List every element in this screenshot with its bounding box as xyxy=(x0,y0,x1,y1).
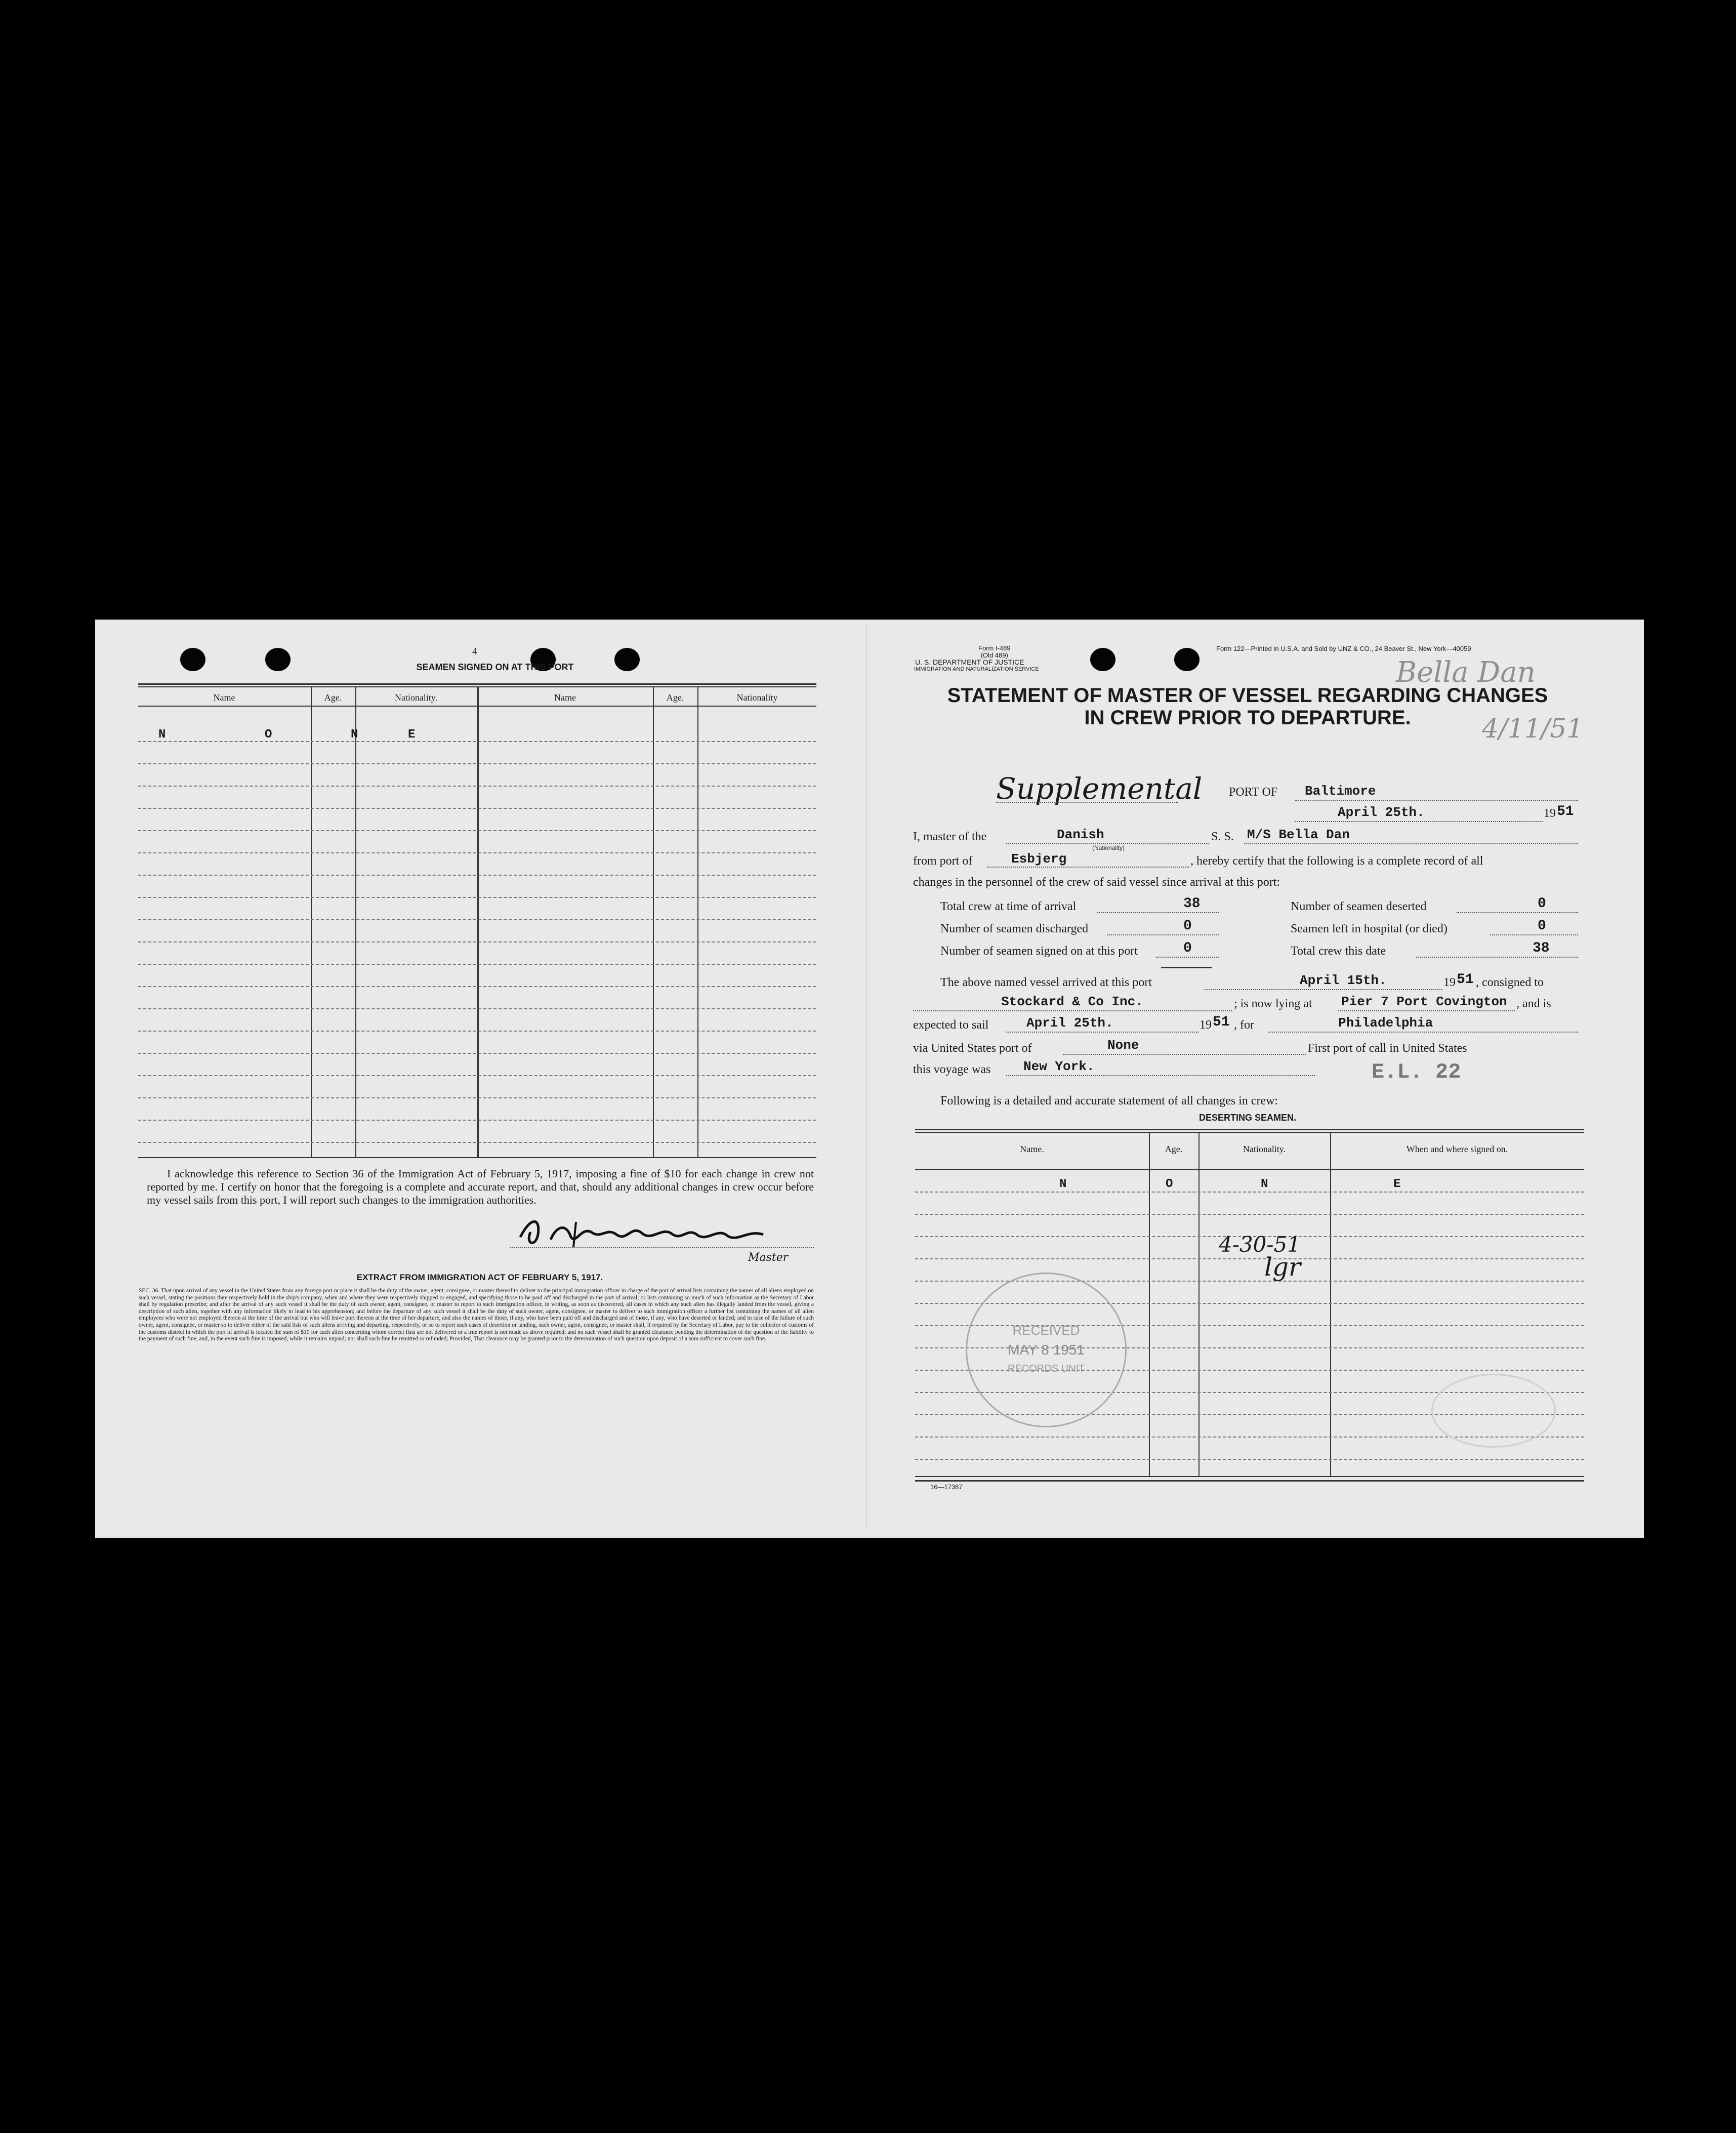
none-letter: E xyxy=(1393,1177,1401,1191)
punch-hole xyxy=(1090,648,1115,671)
stat-label: Number of seamen deserted xyxy=(1291,900,1427,913)
none-letter: E xyxy=(408,728,416,742)
arrived-year-prefix: 19 xyxy=(1443,976,1456,989)
stat-value: 0 xyxy=(1183,940,1192,956)
date-value: April 25th. xyxy=(1338,805,1425,820)
form-number: Form I-489 xyxy=(978,644,1011,652)
left-heading: SEAMEN SIGNED ON AT THIS PORT xyxy=(416,662,574,672)
extract-text: SEC. 36. That upon arrival of any vessel in the United States from any foreign port or place it shall be the duty of the owner, agent, consignee, or master thereof to deliver to the principal immigration officer in charge of the port of arrival lists containing the names of all aliens employed on such vessel, stating the positions they respectively hold in the ship's company, when and where they were respectively shipped or engaged, and specifying those to be paid off and discharged in the port of arrival; or lists containing so much of such information as the Secretary of Labor shall by regulation prescribe; and after the arrival of any such vessel it shall be the duty of such owner, agent, consignee, or master to report to such immigration officer, in writing, as soon as discovered, all cases in which any such alien has illegally landed from the vessel, giving a description of such alien, together with any information likely to lead to his apprehension; and before the departure of any such vessel it shall be the duty of such owner, agent, consignee, or master to deliver to such immigration officer a further list containing the names of all alien employees who were not employed thereon at the time of the arrival but who will leave port thereon at the time of her departure, and also the names of those, if any, who have been paid off and discharged and of those, if any, who have deserted or landed; and in case of the failure of such owner, agent, consignee, or master so to deliver either of the said lists of such aliens arriving and departing, respectively, or so to report such cases of desertion or landing, such owner, agent, consignee, or master shall, if required by the Secretary of Labor, pay to the collector of customs of the customs district in which the port of arrival is located the sum of $10 for each alien concerning whom correct lists are not delivered or a true report is not made as above required; and no such vessel shall be granted clearance pending the determination of the question of the liability to the payment of such fine, and, in the event such fine is imposed, while it remains unpaid; nor shall such fine be remitted or refunded; Provided, That clearance may be granted prior to the determination of such question upon deposit of a sum sufficient to cover such fine. xyxy=(139,1288,814,1342)
first-port-value: New York. xyxy=(1023,1059,1095,1074)
nationality-value: Danish xyxy=(1057,827,1104,842)
destination-value: Philadelphia xyxy=(1338,1015,1433,1031)
stat-label: Seamen left in hospital (or died) xyxy=(1291,922,1448,935)
col-name: Name. xyxy=(1020,1144,1044,1154)
handwritten-initials: lgr xyxy=(1264,1252,1301,1282)
lying-at-value: Pier 7 Port Covington xyxy=(1341,994,1507,1009)
stat-value: 38 xyxy=(1533,940,1550,956)
from-port-label: from port of xyxy=(913,854,973,868)
master-label: Master xyxy=(748,1251,789,1264)
col-age: Age. xyxy=(1165,1144,1183,1154)
certify-text: , hereby certify that the following is a complete record of all xyxy=(1190,854,1483,868)
annotation-vessel: Bella Dan xyxy=(1396,656,1536,689)
col-name-2: Name xyxy=(554,692,576,703)
document-sheet xyxy=(95,620,1644,1538)
page-number: 4 xyxy=(472,646,477,657)
form-header xyxy=(978,645,1011,659)
stat-value: 38 xyxy=(1183,896,1201,912)
punch-hole xyxy=(265,648,291,671)
faint-stamp xyxy=(1431,1374,1556,1448)
consigned-label: , consigned to xyxy=(1476,976,1544,989)
extract-title: EXTRACT FROM IMMIGRATION ACT OF FEBRUARY 5, 1917. xyxy=(356,1273,603,1282)
stat-label: Total crew at time of arrival xyxy=(940,900,1077,913)
via-port-value: None xyxy=(1107,1038,1139,1053)
col-name: Name xyxy=(213,692,235,703)
stat-value: 0 xyxy=(1538,896,1546,912)
none-letter: N xyxy=(1059,1177,1067,1191)
lying-label: ; is now lying at xyxy=(1234,997,1312,1010)
annotation-date: 4/11/51 xyxy=(1482,714,1584,744)
service: IMMIGRATION AND NATURALIZATION SERVICE xyxy=(914,666,1039,672)
arrived-year: 51 xyxy=(1457,972,1474,988)
year-prefix: 19 xyxy=(1544,807,1556,820)
col-age-2: Age. xyxy=(666,692,684,703)
ss-label: S. S. xyxy=(1211,830,1234,843)
handwritten-date: 4-30-51 xyxy=(1219,1232,1301,1257)
vessel-value: M/S Bella Dan xyxy=(1247,827,1350,842)
master-of-label: I, master of the xyxy=(913,830,987,843)
from-port-value: Esbjerg xyxy=(1011,851,1067,867)
arrived-date: April 15th. xyxy=(1300,973,1387,988)
sail-year-prefix: 19 xyxy=(1200,1018,1212,1032)
stamp-code: E.L. 22 xyxy=(1372,1060,1461,1084)
port-of-label: PORT OF xyxy=(1229,786,1278,799)
none-letter: O xyxy=(1166,1177,1173,1191)
year-suffix: 51 xyxy=(1557,804,1574,819)
and-is-label: , and is xyxy=(1516,997,1551,1010)
none-letter: N xyxy=(1261,1177,1268,1191)
consignee-value: Stockard & Co Inc. xyxy=(1001,994,1143,1009)
via-label: via United States port of xyxy=(913,1042,1032,1055)
department: U. S. DEPARTMENT OF JUSTICE xyxy=(915,658,1024,666)
punch-hole xyxy=(1174,648,1200,671)
acknowledgement-text: I acknowledge this reference to Section 36 of the Immigration Act of February 5, 1917, imposing a fine of $10 for each change in crew not reported by me. I certify on honor that the foregoing is a complete and accurate report, and that, should any additional changes in crew occur before my vessel sails from this port, I will report such changes to the immigration authorities. xyxy=(147,1167,814,1206)
port-value: Baltimore xyxy=(1305,784,1376,799)
col-nationality: Nationality. xyxy=(1243,1144,1286,1154)
stat-label: Number of seamen discharged xyxy=(940,922,1089,935)
none-letter: N xyxy=(351,728,358,742)
stamp-date: MAY 8 1951 xyxy=(1008,1342,1085,1358)
none-letter: N xyxy=(158,728,166,742)
none-letter: O xyxy=(265,728,272,742)
for-label: , for xyxy=(1234,1018,1254,1032)
sail-date: April 25th. xyxy=(1026,1015,1113,1031)
footer-code: 16—17387 xyxy=(930,1483,963,1491)
punch-hole xyxy=(180,648,205,671)
nationality-caption: (Nationality) xyxy=(1092,844,1125,851)
certify-text-2: changes in the personnel of the crew of said vessel since arrival at this port: xyxy=(913,876,1280,889)
this-voyage-label: this voyage was xyxy=(913,1063,991,1076)
stat-value: 0 xyxy=(1183,918,1192,934)
arrived-label: The above named vessel arrived at this port xyxy=(940,976,1152,989)
col-nationality-2: Nationality xyxy=(736,692,778,703)
title-line-1: STATEMENT OF MASTER OF VESSEL REGARDING CHANGES xyxy=(947,684,1548,707)
col-signed-on: When and where signed on. xyxy=(1406,1144,1508,1154)
stamp-unit: RECORDS UNIT xyxy=(1007,1363,1085,1374)
stamp-received: RECEIVED xyxy=(1012,1323,1080,1338)
first-port-label: First port of call in United States xyxy=(1308,1042,1467,1055)
sail-year: 51 xyxy=(1213,1014,1230,1030)
received-stamp xyxy=(966,1273,1127,1427)
stat-label: Number of seamen signed on at this port xyxy=(940,945,1138,958)
supplemental-handwritten: Supplemental xyxy=(996,771,1203,806)
stat-value: 0 xyxy=(1538,918,1546,934)
stat-label: Total crew this date xyxy=(1291,945,1386,958)
col-age: Age. xyxy=(324,692,342,703)
col-nationality: Nationality. xyxy=(394,692,438,703)
expected-label: expected to sail xyxy=(913,1018,989,1032)
deserting-heading: DESERTING SEAMEN. xyxy=(1198,1113,1297,1123)
page-fold xyxy=(866,625,867,1531)
title-line-2: IN CREW PRIOR TO DEPARTURE. xyxy=(1084,707,1411,729)
following-text: Following is a detailed and accurate statement of all changes in crew: xyxy=(940,1094,1278,1107)
printer-line: Form 122—Printed in U.S.A. and Sold by UNZ & CO., 24 Beaver St., New York—40059 xyxy=(1216,645,1471,652)
form-title xyxy=(911,684,1584,729)
form-old: (Old 489) xyxy=(980,651,1008,659)
